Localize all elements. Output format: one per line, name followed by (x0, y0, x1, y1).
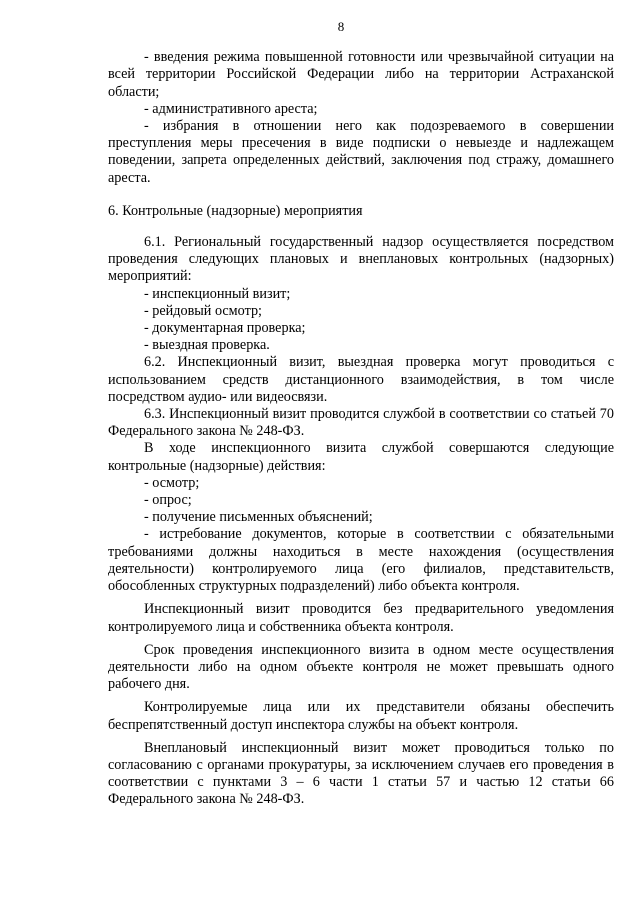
paragraph-actions-intro: В ходе инспекционного визита службой совершаются следующие контрольные (надзорные) действия: (108, 440, 614, 474)
paragraph-unscheduled: Внеплановый инспекционный визит может проводиться только по согласованию с органами прокуратуры, за исключением случаев его проведения в соответствии с пунктами 3 – 6 части 1 статьи 57 и частью 12 статьи 66 Федерального закона № 248-ФЗ. (108, 739, 614, 808)
measure-item: - выездная проверка. (144, 337, 270, 354)
measure-item: - инспекционный визит; (144, 285, 291, 302)
section-heading: 6. Контрольные (надзорные) мероприятия (108, 202, 363, 219)
action-item: - получение письменных объяснений; (144, 509, 373, 526)
paragraph-6-2: 6.2. Инспекционный визит, выездная проверка могут проводиться с использованием средств дистанционного взаимодействия, в том числе посредством аудио- или видеосвязи. (108, 354, 614, 405)
page-number: 8 (337, 19, 345, 34)
action-item: - опрос; (144, 492, 192, 509)
action-item: - истребование документов, которые в соответствии с обязательными требованиями должны находиться в месте нахождения (осуществления деятельности) контролируемого лица (его филиалов, представительств, обособленных структурных подразделений) либо объекта контроля. (108, 526, 614, 595)
paragraph-access: Контролируемые лица или их представители обязаны обеспечить беспрепятственный доступ инспектора службы на объект контроля. (108, 699, 614, 733)
measure-item: - документарная проверка; (144, 320, 306, 337)
document-page (108, 18, 614, 809)
intro-item-restraint: - избрания в отношении него как подозреваемого в совершении преступления меры пресечения в виде подписки о невыезде и надлежащем поведении, запрета определенных действий, заключения под стражу, домашнего ареста. (108, 118, 614, 186)
intro-item-arrest: - административного ареста; (144, 100, 318, 117)
intro-item-emergency: - введения режима повышенной готовности или чрезвычайной ситуации на всей территории Российской Федерации либо на территории Астраханской области; (108, 49, 614, 100)
paragraph-6-1: 6.1. Региональный государственный надзор осуществляется посредством проведения следующих плановых и внеплановых контрольных (надзорных) мероприятий: (108, 234, 614, 285)
paragraph-duration: Срок проведения инспекционного визита в одном месте осуществления деятельности либо на одном объекте контроля не может превышать одного рабочего дня. (108, 641, 614, 693)
measure-item: - рейдовый осмотр; (144, 302, 262, 319)
paragraph-no-notice: Инспекционный визит проводится без предварительного уведомления контролируемого лица и собственника объекта контроля. (108, 601, 614, 635)
action-item: - осмотр; (144, 474, 200, 491)
paragraph-6-3: 6.3. Инспекционный визит проводится службой в соответствии со статьей 70 Федерального закона № 248-ФЗ. (108, 406, 614, 440)
